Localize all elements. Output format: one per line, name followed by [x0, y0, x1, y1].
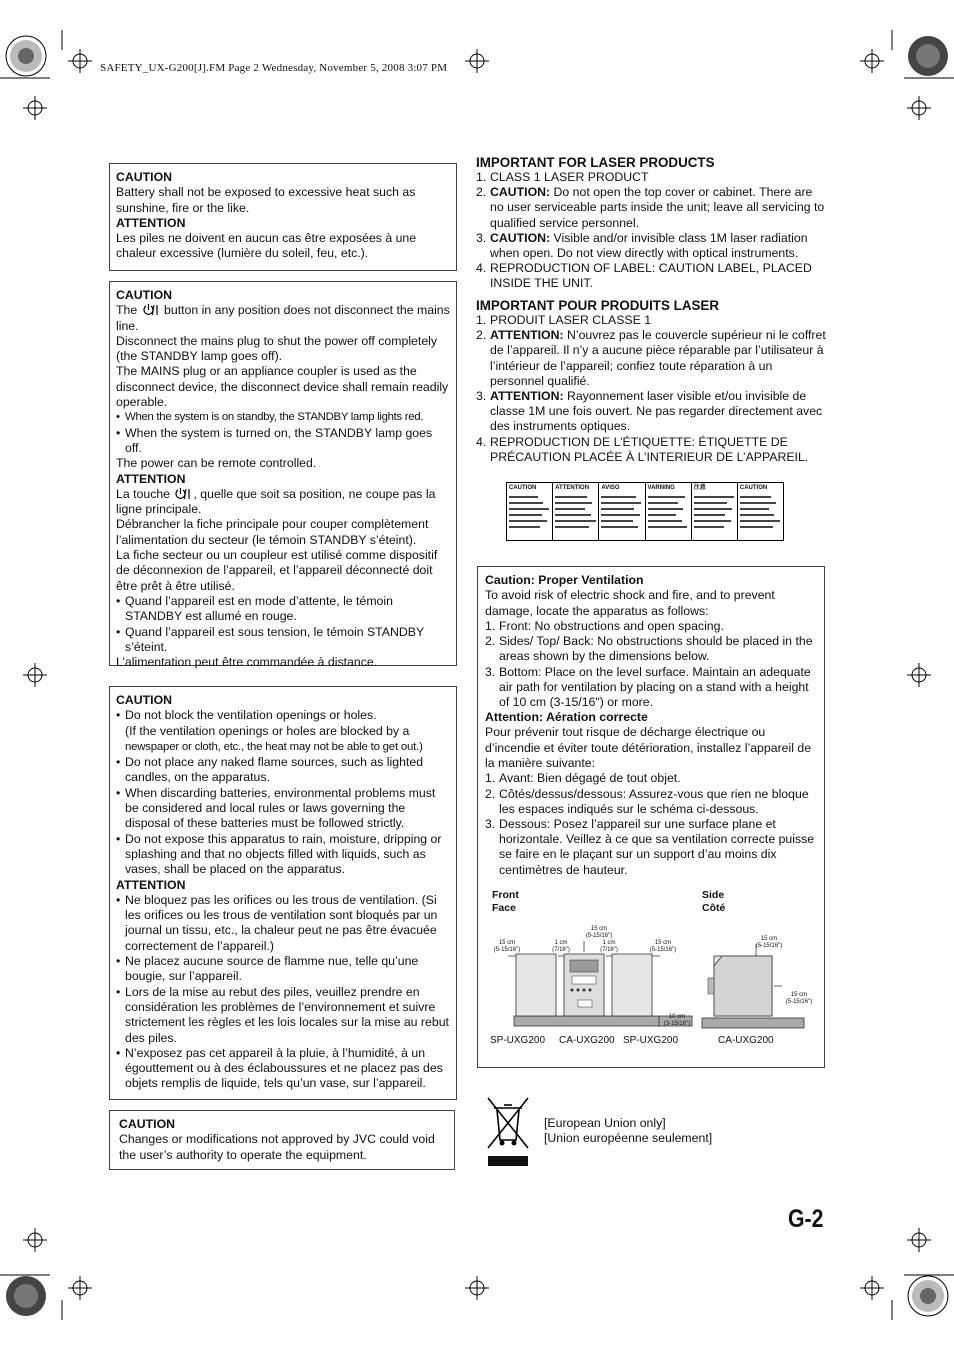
caution-text: Changes or modifications not approved by JVC could void the user’s authority to operate the equipment.	[119, 1132, 435, 1162]
dim-left-15	[492, 940, 522, 954]
item-text: N’ouvrez pas le couvercle supérieur ni le coffret de l’appareil. Il n’y a aucune pièce réparable par l’utilisateur à l’intérieur de l’appareil; confiez toute réparation à un personnel qualifié.	[490, 328, 826, 388]
laser-products-en	[476, 155, 826, 292]
dim-value: 15 cm	[498, 940, 516, 946]
dim-inch: (5-15/16")	[755, 943, 783, 949]
list-item	[476, 231, 826, 261]
item-text: Bottom: Place on the level surface. Maintain an adequate air path for ventilation by placing on a stand with a height of 10 cm (3-15/16") or more.	[499, 664, 811, 709]
item-text: Avant: Bien dégagé de tout objet.	[499, 771, 681, 786]
label-text-line	[601, 520, 632, 522]
label-text-line	[555, 496, 587, 498]
standby-on-icon	[173, 487, 193, 500]
ventilation-title-fr: Attention: Aération correcte	[485, 710, 648, 725]
item-text: Do not open the top cover or cabinet. There are no user serviceable parts inside the unit; leave all servicing to qualified service personnel.	[490, 185, 825, 230]
item-bold-label: CAUTION:	[490, 185, 551, 200]
item-number: 2.	[485, 786, 496, 801]
list-item: • When the system is on standby, the STANDBY lamp lights red.	[116, 410, 450, 425]
front-view-drawing	[484, 886, 822, 1036]
label-center-unit: CA-UXG200	[559, 1035, 615, 1046]
list-item	[116, 708, 450, 755]
attention-title: ATTENTION	[116, 471, 186, 486]
label-left-speaker: SP-UXG200	[490, 1035, 546, 1046]
list-item: • Do not place any naked flame sources, such as lighted candles, on the apparatus.	[116, 755, 450, 786]
list-item: • Ne bloquez pas les orifices ou les trous de ventilation. (Si les orifices ou les trous de ventilation sont bloqués par un journal un tissu, etc., la chaleur peut ne pas être évacuée correctement de l’appareil.)	[116, 893, 450, 954]
list-item: • Do not expose this apparatus to rain, moisture, dripping or splashing and that no objects filled with liquids, such as vases, shall be placed on the apparatus.	[116, 832, 450, 878]
page-number: G-2	[788, 1205, 824, 1233]
list-item	[476, 435, 826, 465]
dim-value: 15 cm	[654, 940, 672, 946]
item-number: 1.	[485, 618, 496, 633]
item-number: 2.	[476, 328, 487, 343]
label-text-line	[740, 514, 775, 516]
attention-title: ATTENTION	[116, 215, 186, 230]
dim-inch: (7/16")	[552, 947, 570, 953]
battery-caution-box	[109, 163, 457, 271]
item-text: REPRODUCTION DE L’ÉTIQUETTE: ÉTIQUETTE DE PRÉCAUTION PLACÉE À L’INTERIEUR DE L’APPAREIL.	[490, 434, 809, 464]
fr1-post: , quelle que soit sa position, ne coupe pas la ligne principale.	[116, 486, 436, 517]
label-text-line	[555, 520, 596, 522]
item-number: 4.	[476, 261, 487, 276]
item-text: Visible and/or invisible class 1M laser radiation when open. Do not view directly with optical instruments.	[490, 230, 808, 261]
list-item	[476, 313, 826, 328]
label-text-line	[740, 526, 773, 528]
ventilation-diagram	[484, 886, 822, 1056]
caution-title: CAUTION	[116, 288, 173, 302]
item-text: PRODUIT LASER CLASSE 1	[490, 313, 652, 327]
item-text: Rayonnement laser visible et/ou invisible de classe 1M une fois ouvert. Ne pas regarder directement avec des instruments optiques.	[490, 389, 823, 434]
label-text-line	[694, 496, 734, 498]
weee-line-2: [Union européenne seulement]	[544, 1131, 713, 1146]
label-cell	[692, 483, 738, 540]
front-label-en: Front	[492, 889, 519, 901]
dim-value: 15 cm	[790, 992, 808, 998]
ventilation-title-en: Caution: Proper Ventilation	[485, 573, 644, 587]
item-bold-label: ATTENTION:	[490, 328, 564, 343]
label-text-line	[740, 520, 780, 522]
p1-pre: The	[116, 303, 138, 318]
label-text-line	[509, 514, 542, 516]
file-info-header: SAFETY_UX-G200[J].FM Page 2 Wednesday, November 5, 2008 3:07 PM	[100, 62, 448, 74]
dim-value: 15 cm	[590, 926, 608, 932]
dim-top-15	[582, 926, 616, 940]
dim-left-1	[546, 940, 576, 954]
list-item	[476, 185, 826, 231]
label-side-unit: CA-UXG200	[718, 1035, 774, 1046]
item-text: Côtés/dessus/dessous: Assurez-vous que rien ne bloque les espaces indiqués sur le schéma ci-dessous.	[499, 786, 809, 816]
label-text-line	[694, 508, 733, 510]
list-item	[476, 328, 826, 389]
label-text-line	[509, 520, 547, 522]
item-number: 3.	[476, 230, 487, 245]
label-text-line	[648, 526, 688, 528]
standby-paragraph-1	[116, 303, 450, 334]
item-number: 2.	[476, 185, 487, 200]
item-bold-label: CAUTION:	[490, 230, 551, 245]
weee-line-1: [European Union only]	[544, 1116, 666, 1130]
label-text-line	[601, 502, 641, 504]
dim-inch: (3-15/16")	[663, 1021, 691, 1027]
list-item	[485, 787, 818, 817]
label-cell	[738, 483, 783, 540]
fr-paragraph-3: La fiche secteur ou un coupleur est utilisé comme dispositif de déconnexion de l’appareil, et l’appareil déconnecté doit être prêt à être utilisé.	[116, 548, 438, 593]
list-item	[476, 389, 826, 435]
vent-bullet-sub-a: (If the ventilation openings or holes are blocked by a	[125, 723, 410, 738]
dim-value: 1 cm	[554, 940, 568, 946]
vent-bullet-main: Do not block the ventilation openings or holes.	[125, 708, 377, 723]
standby-bullets-en	[116, 410, 450, 456]
label-text-line	[509, 526, 540, 528]
dim-inch: (5-15/16")	[585, 933, 613, 939]
label-cell-title: CAUTION	[509, 485, 537, 491]
item-number: 4.	[476, 434, 487, 449]
dim-right-15	[646, 940, 680, 954]
label-text-line	[601, 508, 634, 510]
item-number: 1.	[476, 170, 487, 184]
section-title: IMPORTANT POUR PRODUITS LASER	[476, 298, 720, 313]
label-text-line	[601, 514, 639, 516]
label-cell-title: 注意	[693, 485, 706, 491]
dim-side-top-15	[752, 936, 786, 950]
dim-value: 1 cm	[602, 940, 616, 946]
standby-paragraph-3: The MAINS plug or an appliance coupler is used as the disconnect device, the disconnect device shall remain readily operable.	[116, 364, 449, 410]
front-label-fr: Face	[492, 902, 516, 914]
item-number: 2.	[485, 634, 496, 649]
dim-right-1	[594, 940, 624, 954]
item-text: Front: No obstructions and open spacing.	[499, 618, 724, 633]
ventilation-list-fr	[485, 771, 818, 877]
standby-paragraph-4: The power can be remote controlled.	[116, 456, 317, 471]
label-text-line	[648, 496, 685, 498]
section-title: IMPORTANT FOR LASER PRODUCTS	[476, 155, 715, 170]
label-text-line	[555, 502, 592, 504]
ventilation-intro-fr: Pour prévenir tout risque de décharge électrique ou d’incendie et éviter toute détérioration, installez l’appareil de la manière suivante:	[485, 725, 812, 770]
label-text-line	[648, 508, 684, 510]
label-cell	[507, 483, 553, 540]
item-text: CLASS 1 LASER PRODUCT	[490, 170, 649, 184]
list-item: • Quand l’appareil est en mode d’attente, le témoin STANDBY est allumé en rouge.	[116, 594, 450, 625]
laser-en-list	[476, 170, 826, 292]
label-cell	[599, 483, 645, 540]
label-text-line	[694, 520, 731, 522]
dim-inch: (7/16")	[600, 947, 618, 953]
label-text-line	[648, 514, 677, 516]
dim-inch: (5-15/16")	[493, 947, 521, 953]
dim-side-back-15	[782, 992, 816, 1006]
standby-bullets-fr	[116, 594, 450, 655]
list-item	[485, 817, 818, 878]
label-text-line	[555, 526, 589, 528]
fr1-pre: La touche	[116, 486, 171, 501]
vent-bullet-sub-b: newspaper or cloth, etc., the heat may not be able to get out.)	[125, 740, 423, 753]
side-label-en: Side	[702, 889, 725, 901]
item-number: 1.	[476, 313, 487, 327]
item-number: 3.	[485, 664, 496, 679]
item-text: Sides/ Top/ Back: No obstructions should be placed in the areas shown by the dimensions below.	[499, 634, 813, 664]
caution-text: Battery shall not be exposed to excessive heat such as sunshine, fire or the like.	[116, 185, 416, 215]
label-cell	[553, 483, 599, 540]
list-item: • Ne placez aucune source de flamme nue, telle qu’une bougie, sur l’appareil.	[116, 954, 450, 985]
ventilation-caution-box	[109, 686, 457, 1100]
label-cell	[646, 483, 692, 540]
list-item: • When the system is turned on, the STANDBY lamp goes off.	[116, 426, 450, 457]
list-item	[485, 771, 818, 786]
list-item: • Quand l’appareil est sous tension, le témoin STANDBY s’éteint.	[116, 625, 450, 656]
dim-inch: (5-15/16")	[649, 947, 677, 953]
dim-inch: (5-15/16")	[785, 999, 813, 1005]
item-number: 3.	[485, 816, 496, 831]
side-label-fr: Côté	[702, 902, 726, 914]
label-cell-title: AVISO	[601, 485, 620, 491]
ventilation-intro-en: To avoid risk of electric shock and fire, and to prevent damage, locate the apparatus as follows:	[485, 588, 775, 618]
list-item: • When discarding batteries, environmental problems must be considered and local rules or laws governing the disposal of these batteries must be followed strictly.	[116, 786, 450, 832]
standby-caution-box	[109, 281, 457, 670]
list-item	[476, 261, 826, 291]
dim-value: 10 cm	[668, 1014, 686, 1020]
standby-on-icon	[141, 303, 161, 316]
label-text-line	[694, 502, 727, 504]
label-cell-title: VARNING	[647, 485, 675, 491]
caution-bullets-en	[116, 708, 450, 877]
list-item	[476, 170, 826, 185]
label-cell-title: CAUTION	[739, 485, 768, 491]
dim-bottom-10	[660, 1014, 694, 1028]
item-text: REPRODUCTION OF LABEL: CAUTION LABEL, PLACED INSIDE THE UNIT.	[490, 261, 812, 291]
label-text-line	[740, 496, 771, 498]
label-text-line	[601, 526, 638, 528]
list-item	[485, 634, 818, 664]
label-text-line	[509, 508, 549, 510]
label-text-line	[509, 502, 543, 504]
label-text-line	[555, 508, 585, 510]
label-text-line	[694, 514, 726, 516]
fr-paragraph-1	[116, 487, 450, 518]
modification-caution-box	[109, 1110, 455, 1170]
item-bold-label: ATTENTION:	[490, 389, 564, 404]
list-item	[485, 619, 818, 634]
label-text-line	[648, 520, 682, 522]
label-text-line	[740, 502, 776, 504]
ventilation-list-en	[485, 619, 818, 710]
standby-paragraph-2: Disconnect the mains plug to shut the power off completely (the STANDBY lamp goes off).	[116, 333, 438, 364]
fr-paragraph-4: L’alimentation peut être commandée à distance.	[116, 655, 378, 670]
attention-title: ATTENTION	[116, 877, 186, 892]
label-text-line	[648, 502, 678, 504]
label-text-line	[555, 514, 590, 516]
label-right-speaker: SP-UXG200	[623, 1035, 679, 1046]
list-item: • Lors de la mise au rebut des piles, veuillez prendre en considération les problèmes de l’environnement et suivre strictement les règles et les lois locales sur la mise au rebut des piles.	[116, 985, 450, 1046]
label-text-line	[740, 508, 769, 510]
label-cell-title: ATTENTION	[555, 485, 590, 491]
label-text-line	[509, 496, 538, 498]
label-text-line	[694, 526, 724, 528]
laser-caution-label	[506, 482, 784, 541]
attention-text: Les piles ne doivent en aucun cas être exposées à une chaleur excessive (lumière du soleil, feu, etc.).	[116, 231, 417, 261]
item-number: 3.	[476, 389, 487, 404]
label-text-line	[601, 496, 636, 498]
p1-post: button in any position does not disconnect the mains line.	[116, 303, 450, 333]
caution-title: CAUTION	[116, 170, 173, 184]
fr-paragraph-2: Débrancher la fiche principale pour couper complètement l’alimentation du secteur (le témoin STANDBY s’éteint).	[116, 517, 429, 547]
item-number: 1.	[485, 771, 496, 786]
crossed-bin-icon	[484, 1094, 532, 1168]
item-text: Dessous: Posez l’appareil sur une surface plane et horizontale. Veillez à ce que sa ventilation correcte puisse se faire en le plaçant sur un support d’au moins dix centimètres de hauteur.	[499, 816, 815, 877]
caution-title: CAUTION	[116, 693, 173, 707]
caution-bullets-fr	[116, 893, 450, 1092]
dim-value: 15 cm	[760, 936, 778, 942]
laser-fr-list	[476, 313, 826, 465]
weee-text	[544, 1116, 712, 1147]
list-item: • N’exposez pas cet appareil à la pluie, à l’humidité, à un égouttement ou à des éclaboussures et ne placez pas des objets remplis de liquide, tels qu’un vase, sur l’appareil.	[116, 1046, 450, 1092]
list-item	[485, 665, 818, 711]
laser-products-fr	[476, 298, 826, 465]
caution-title: CAUTION	[119, 1117, 176, 1131]
